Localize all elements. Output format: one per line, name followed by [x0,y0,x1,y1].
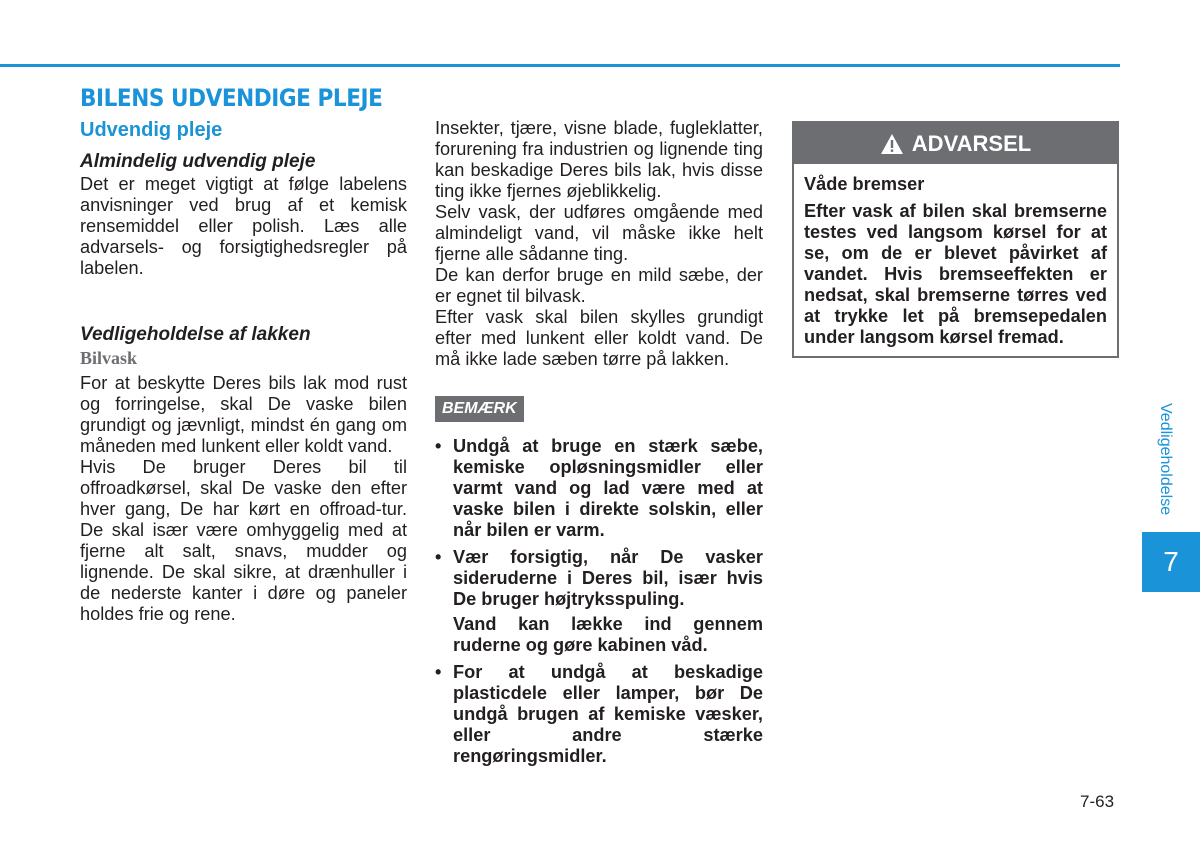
side-tab-label: Vedligeholdelse [1157,403,1174,516]
paragraph-offroad: Hvis De bruger Deres bil til offroadkørsel, skal De vaske den efter hver gang, De har kørt en offroad-tur. De skal især være omhyggelig med at fjerne alt salt, snavs, mudder og lignende. De skal sikre, at drænhuller i de nederste kanter i døre og paneler holdes frie og rene. [80,457,407,624]
column-left [80,118,407,625]
list-item-text: For at undgå at beskadige plasticdele eller lamper, bør De undgå brugen af kemiske væsker, eller andre stærke rengøringsmidler. [453,662,763,766]
heading-general-care: Almindelig udvendig pleje [80,151,316,172]
section-title: BILENS UDVENDIGE PLEJE [80,84,383,112]
column-right [792,121,1119,358]
column-middle [435,118,763,773]
paragraph-mild-soap: De kan derfor bruge en mild sæbe, der er egnet til bilvask. [435,265,763,306]
list-item-continuation: Vand kan lække ind gennem ruderne og gøre kabinen våd. [453,614,763,655]
top-rule [0,64,1120,67]
warning-header [794,123,1117,164]
heading-car-wash: Bilvask [80,348,138,368]
paragraph-insects: Insekter, tjære, visne blade, fugleklatter, forurening fra industrien og lignende ting kan beskadige Deres bils lak, hvis disse ting ikke fjernes øjeblikkelig. [435,118,763,201]
list-item-text: Undgå at bruge en stærk sæbe, kemiske opløsningsmidler eller varmt vand og lad være med at vaske bilen i direkte solskin, eller når bilen er varm. [453,436,763,540]
chapter-tab: 7 [1142,532,1200,592]
warning-header-label: ADVARSEL [911,131,1032,156]
paragraph-plain-water: Selv vask, der udføres omgående med almindeligt vand, vil måske ikke helt fjerne alle sådanne ting. [435,202,763,264]
note-list [435,436,763,767]
warning-text: Efter vask af bilen skal bremserne testes ved langsom kørsel for at se, om de er blevet påvirket af vandet. Hvis bremseeffekten er nedsat, skal bremserne tørres ved at trykke let på bremsepedalen under langsom kørsel fremad. [804,201,1107,347]
bullet-icon: • [435,547,442,567]
warning-title: Våde bremser [804,174,925,194]
list-item-text: Vær forsigtig, når De vasker sideruderne i Deres bil, især hvis De bruger højtryksspuling. [453,547,763,609]
paragraph-general-care: Det er meget vigtigt at følge labelens anvisninger ved brug af et kemisk rensemiddel eller polish. Læs alle advarsels- og forsigtighedsregler på labelen. [80,174,407,278]
warning-triangle-icon [880,133,904,155]
subtitle: Udvendig pleje [80,119,223,141]
page-number: 7-63 [1080,792,1115,811]
paragraph-rinse: Efter vask skal bilen skylles grundigt efter med lunkent eller koldt vand. De må ikke lade sæben tørre på lakken. [435,307,763,369]
list-item [435,547,763,656]
heading-paint-care: Vedligeholdelse af lakken [80,324,311,345]
paragraph-wash-intro: For at beskytte Deres bils lak mod rust og forringelse, skal De vaske bilen grundigt og jævnligt, mindst én gang om måneden med lunkent eller koldt vand. [80,373,407,456]
bullet-icon: • [435,436,442,456]
list-item [435,436,763,541]
note-label: BEMÆRK [435,396,524,422]
list-item [435,662,763,767]
bullet-icon: • [435,662,442,682]
warning-body [794,164,1117,356]
warning-box [792,121,1119,358]
